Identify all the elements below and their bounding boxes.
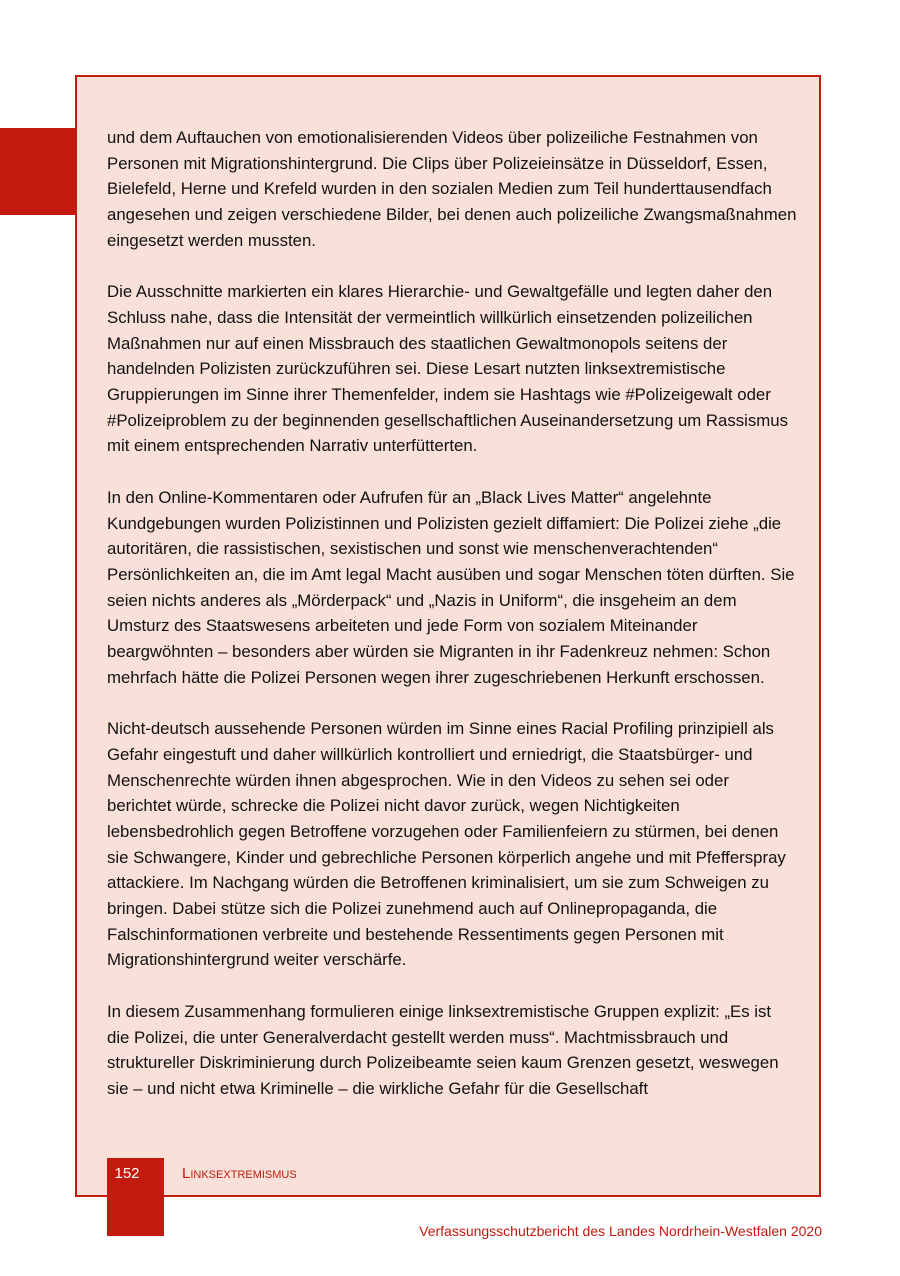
- paragraph-3: In den Online-Kommentaren oder Aufrufen für an „Black Lives Matter“ angelehnte Kundgebungen wurden Polizistinnen und Polizisten gezielt diffamiert: Die Polizei ziehe „die autoritären, die rassistischen, sexistischen und sonst wie menschenverachtenden“ Persönlichkeiten an, die im Amt legal Macht ausüben und sogar Menschen töten dürften. Sie seien nichts anderes als „Mörderpack“ und „Nazis in Uniform“, die insgeheim an dem Umsturz des Staatswesens arbeiteten und jede Form von sozialem Miteinander beargwöhnten – besonders aber würden sie Migranten in ihr Fadenkreuz nehmen: Schon mehrfach hätte die Polizei Personen wegen ihrer zugeschriebenen Herkunft erschossen.: [107, 487, 795, 687]
- side-tab-marker: [0, 128, 75, 215]
- section-label: Linksextremismus: [182, 1165, 297, 1182]
- body-text: [107, 125, 797, 1127]
- footer-publication-title: Verfassungsschutzbericht des Landes Nordrhein-Westfalen 2020: [419, 1223, 822, 1239]
- page-number-block: [107, 1158, 164, 1236]
- paragraph-4: Nicht-deutsch aussehende Personen würden im Sinne eines Racial Profiling prinzipiell als Gefahr eingestuft und daher willkürlich kontrolliert und erniedrigt, die Staatsbürger- und Menschenrechte würden ihnen abgesprochen. Wie in den Videos zu sehen sei oder berichtet würde, schrecke die Polizei nicht davor zurück, wegen Nichtigkeiten lebensbedrohlich gegen Betroffene vorzugehen oder Familienfeiern zu stürmen, bei denen sie Schwangere, Kinder und gebrechliche Personen körperlich angehe und mit Pfefferspray attackiere. Im Nachgang würden die Betroffenen kriminalisiert, um sie zum Schweigen zu bringen. Dabei stütze sich die Polizei zunehmend auch auf Onlinepropaganda, die Falschinformationen verbreite und bestehende Ressentiments gegen Personen mit Migrationshintergrund weiter verschärfe.: [107, 719, 786, 970]
- paragraph-2: Die Ausschnitte markierten ein klares Hierarchie- und Gewaltgefälle und legten daher den Schluss nahe, dass die Intensität der vermeintlich willkürlich einsetzenden polizeilichen Maßnahmen nur auf einen Missbrauch des staatlichen Gewaltmonopols seitens der handelnden Polizisten zurückzuführen sei. Diese Lesart nutzten linksextremistische Gruppierungen im Sinne ihrer Themenfelder, indem sie Hashtags wie #Polizeigewalt oder #Polizeiproblem zu der beginnenden gesellschaftlichen Auseinandersetzung um Rassismus mit einem entsprechenden Narrativ unterfütterten.: [107, 282, 788, 456]
- paragraph-1: und dem Auftauchen von emotionalisierenden Videos über polizeiliche Festnahmen von Personen mit Migrationshintergrund. Die Clips über Polizeieinsätze in Düsseldorf, Essen, Bielefeld, Herne und Krefeld wurden in den sozialen Medien zum Teil hunderttausendfach angesehen und zeigen verschiedene Bilder, bei denen auch polizeiliche Zwangsmaßnahmen eingesetzt werden mussten.: [107, 128, 797, 250]
- page-number: 152: [114, 1165, 140, 1182]
- paragraph-5: In diesem Zusammenhang formulieren einige linksextremistische Gruppen explizit: „Es ist die Polizei, die unter Generalverdacht gestellt werden muss“. Machtmissbrauch und struktureller Diskriminierung durch Polizeibeamte seien kaum Grenzen gesetzt, weswegen sie – und nicht etwa Kriminelle – die wirkliche Gefahr für die Gesellschaft: [107, 1001, 779, 1098]
